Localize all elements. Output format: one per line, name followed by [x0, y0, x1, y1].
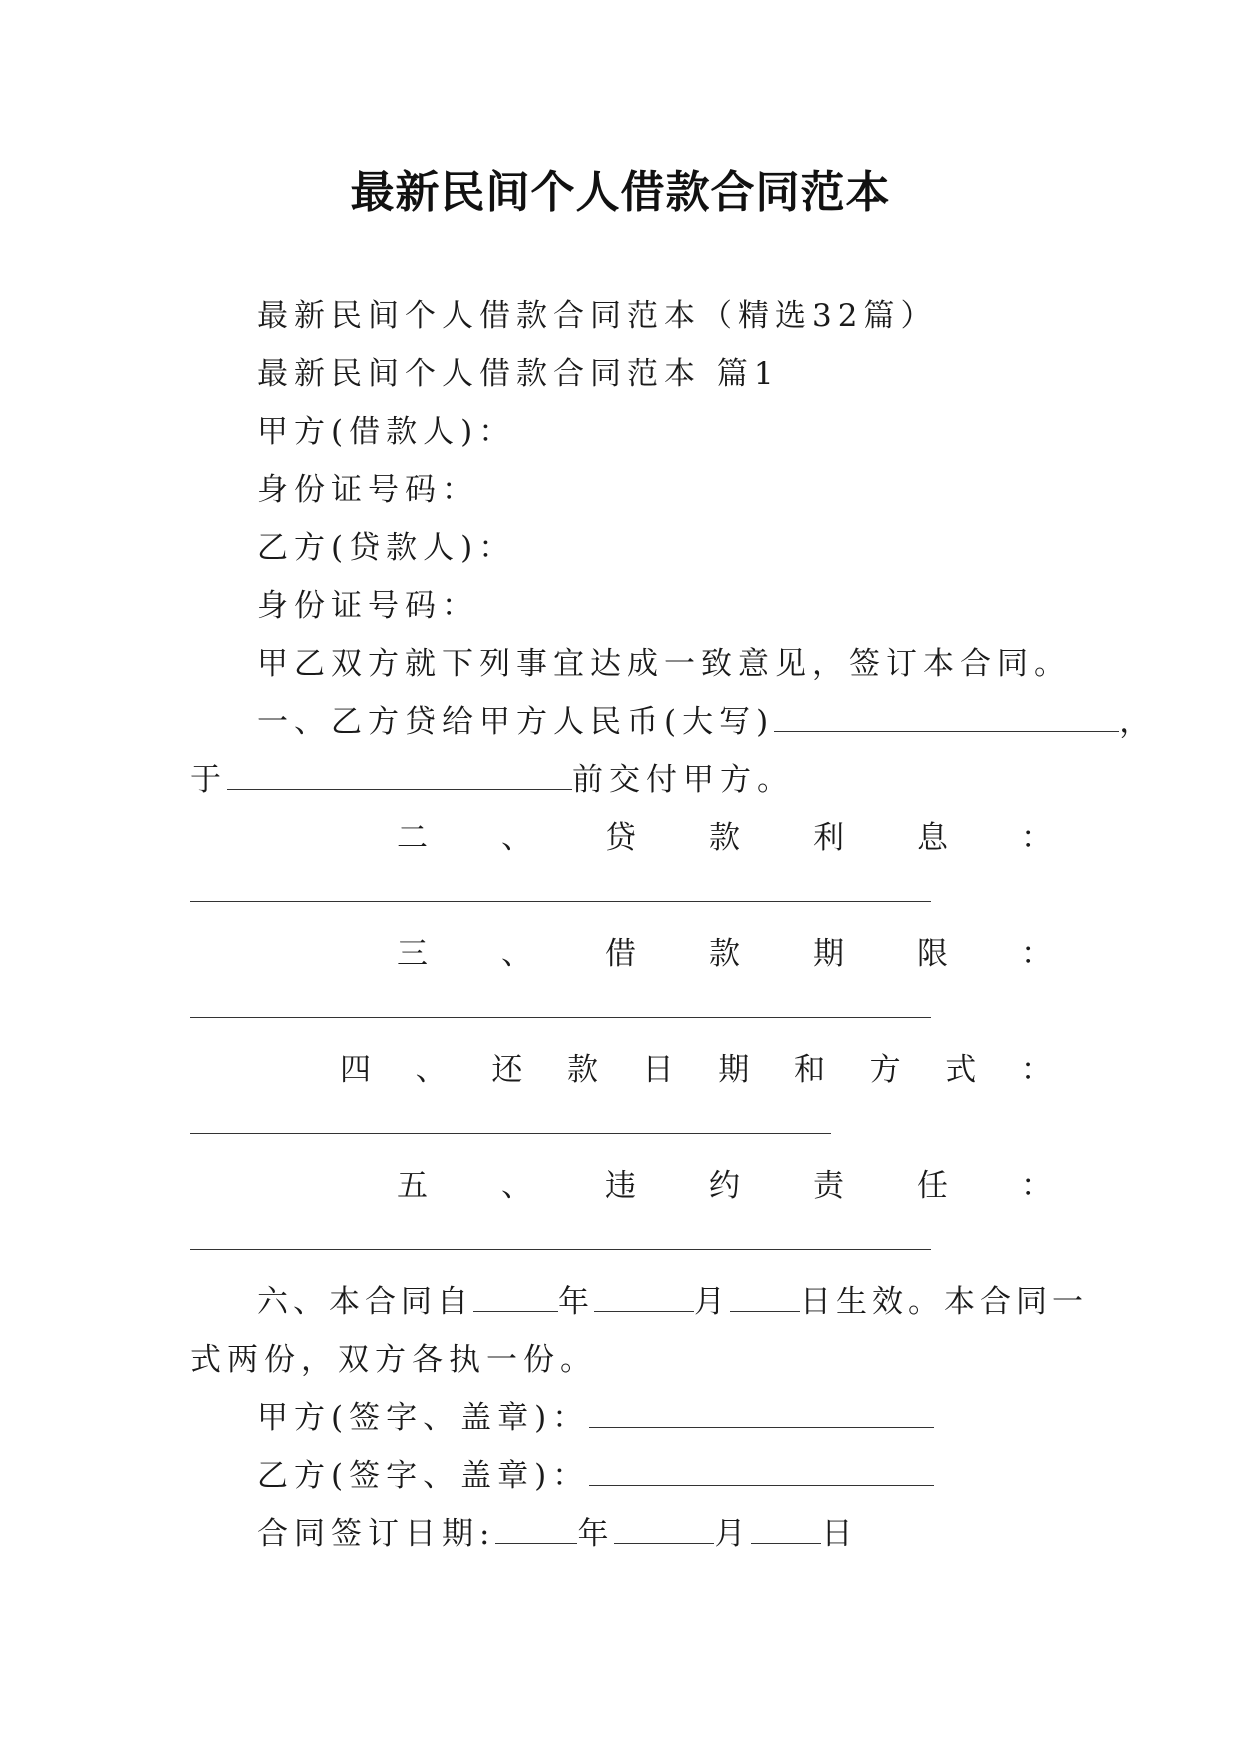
delivery-date-blank: [227, 765, 572, 790]
clause-4-blank: [190, 1133, 831, 1134]
clause-5-char: 违: [605, 1168, 636, 1204]
document-title: 最新民间个人借款合同范本: [350, 167, 891, 218]
amount-blank: [774, 707, 1119, 732]
clause-6-text-b: 日生效。本合同一: [800, 1284, 1088, 1320]
clause-4-char: 期: [718, 1052, 750, 1088]
clause-1-end: 前交付甲方。: [572, 762, 794, 798]
clause-5-blank: [190, 1249, 931, 1250]
clause-4-char: 款: [566, 1052, 598, 1088]
effective-month-blank: [594, 1287, 694, 1312]
sign-year-blank: [495, 1519, 577, 1544]
clause-6-text-a: 六、本合同自: [257, 1284, 473, 1320]
clause-1-line-2: [190, 760, 1052, 800]
signature-a-label: 甲方(签字、盖章)：: [257, 1400, 590, 1436]
clause-3-char: ：: [1021, 936, 1052, 972]
clause-4-char: 式: [945, 1052, 977, 1088]
month-label: 月: [694, 1284, 730, 1320]
clause-2-char: 款: [709, 820, 740, 856]
clause-5-heading: [397, 1166, 1052, 1206]
clause-3-char: 、: [501, 936, 532, 972]
clause-3-char: 限: [917, 936, 948, 972]
clause-3-heading: [397, 934, 1052, 974]
year-label: 年: [558, 1284, 594, 1320]
clause-1-yu: 于: [190, 762, 227, 798]
clause-4-char: ：: [1020, 1052, 1052, 1088]
clause-3-char: 期: [813, 936, 844, 972]
signature-a-blank: [589, 1403, 934, 1428]
clause-5-char: ：: [1021, 1168, 1052, 1204]
sign-day-label: 日: [821, 1516, 859, 1552]
sign-year-label: 年: [577, 1516, 615, 1552]
clause-5-char: 任: [917, 1168, 948, 1204]
clause-3-char: 款: [709, 936, 740, 972]
party-a-label: 甲方(借款人)：: [257, 414, 516, 450]
clause-6-line-1: [257, 1282, 1088, 1322]
signature-a-line: [257, 1398, 1052, 1438]
clause-2-char: ：: [1021, 820, 1052, 856]
document-subtitle: 最新民间个人借款合同范本（精选32篇）: [257, 298, 938, 334]
chapter-heading: 最新民间个人借款合同范本 篇1: [257, 356, 780, 392]
clause-4-char: 还: [491, 1052, 523, 1088]
clause-5-char: 责: [813, 1168, 844, 1204]
clause-4-char: 方: [869, 1052, 901, 1088]
effective-year-blank: [473, 1287, 558, 1312]
sign-month-label: 月: [714, 1516, 752, 1552]
clause-5-char: 约: [709, 1168, 740, 1204]
sign-day-blank: [751, 1519, 821, 1544]
sign-date-line: [257, 1514, 1052, 1554]
clause-6-line-2: 式两份，双方各执一份。: [190, 1342, 597, 1378]
party-b-label: 乙方(贷款人)：: [257, 530, 516, 566]
clause-4-char: 四: [340, 1052, 371, 1088]
clause-5-char: 五: [397, 1168, 428, 1204]
clause-1-text: 一、乙方贷给甲方人民币(大写): [257, 704, 775, 740]
party-b-id-label: 身份证号码：: [257, 588, 479, 624]
clause-4-char: 日: [642, 1052, 674, 1088]
clause-2-char: 二: [397, 820, 428, 856]
clause-2-char: 、: [501, 820, 532, 856]
clause-2-blank: [190, 901, 931, 902]
clause-3-char: 借: [605, 936, 636, 972]
clause-2-char: 贷: [605, 820, 636, 856]
clause-2-char: 息: [917, 820, 948, 856]
clause-1-line-1: [257, 702, 1157, 742]
clause-2-char: 利: [813, 820, 844, 856]
clause-1-comma: ，: [1119, 704, 1157, 740]
intro-sentence: 甲乙双方就下列事宜达成一致意见，签订本合同。: [257, 646, 1071, 682]
clause-4-char: 、: [415, 1052, 447, 1088]
sign-date-label: 合同签订日期:: [257, 1516, 496, 1552]
signature-b-label: 乙方(签字、盖章)：: [257, 1458, 590, 1494]
party-a-id-label: 身份证号码：: [257, 472, 479, 508]
effective-day-blank: [730, 1287, 800, 1312]
signature-b-line: [257, 1456, 1052, 1496]
clause-3-char: 三: [397, 936, 428, 972]
sign-month-blank: [614, 1519, 714, 1544]
clause-2-heading: [397, 818, 1052, 858]
signature-b-blank: [589, 1461, 934, 1486]
clause-4-char: 和: [793, 1052, 825, 1088]
clause-5-char: 、: [501, 1168, 532, 1204]
clause-3-blank: [190, 1017, 931, 1018]
clause-4-heading: [340, 1050, 1052, 1090]
